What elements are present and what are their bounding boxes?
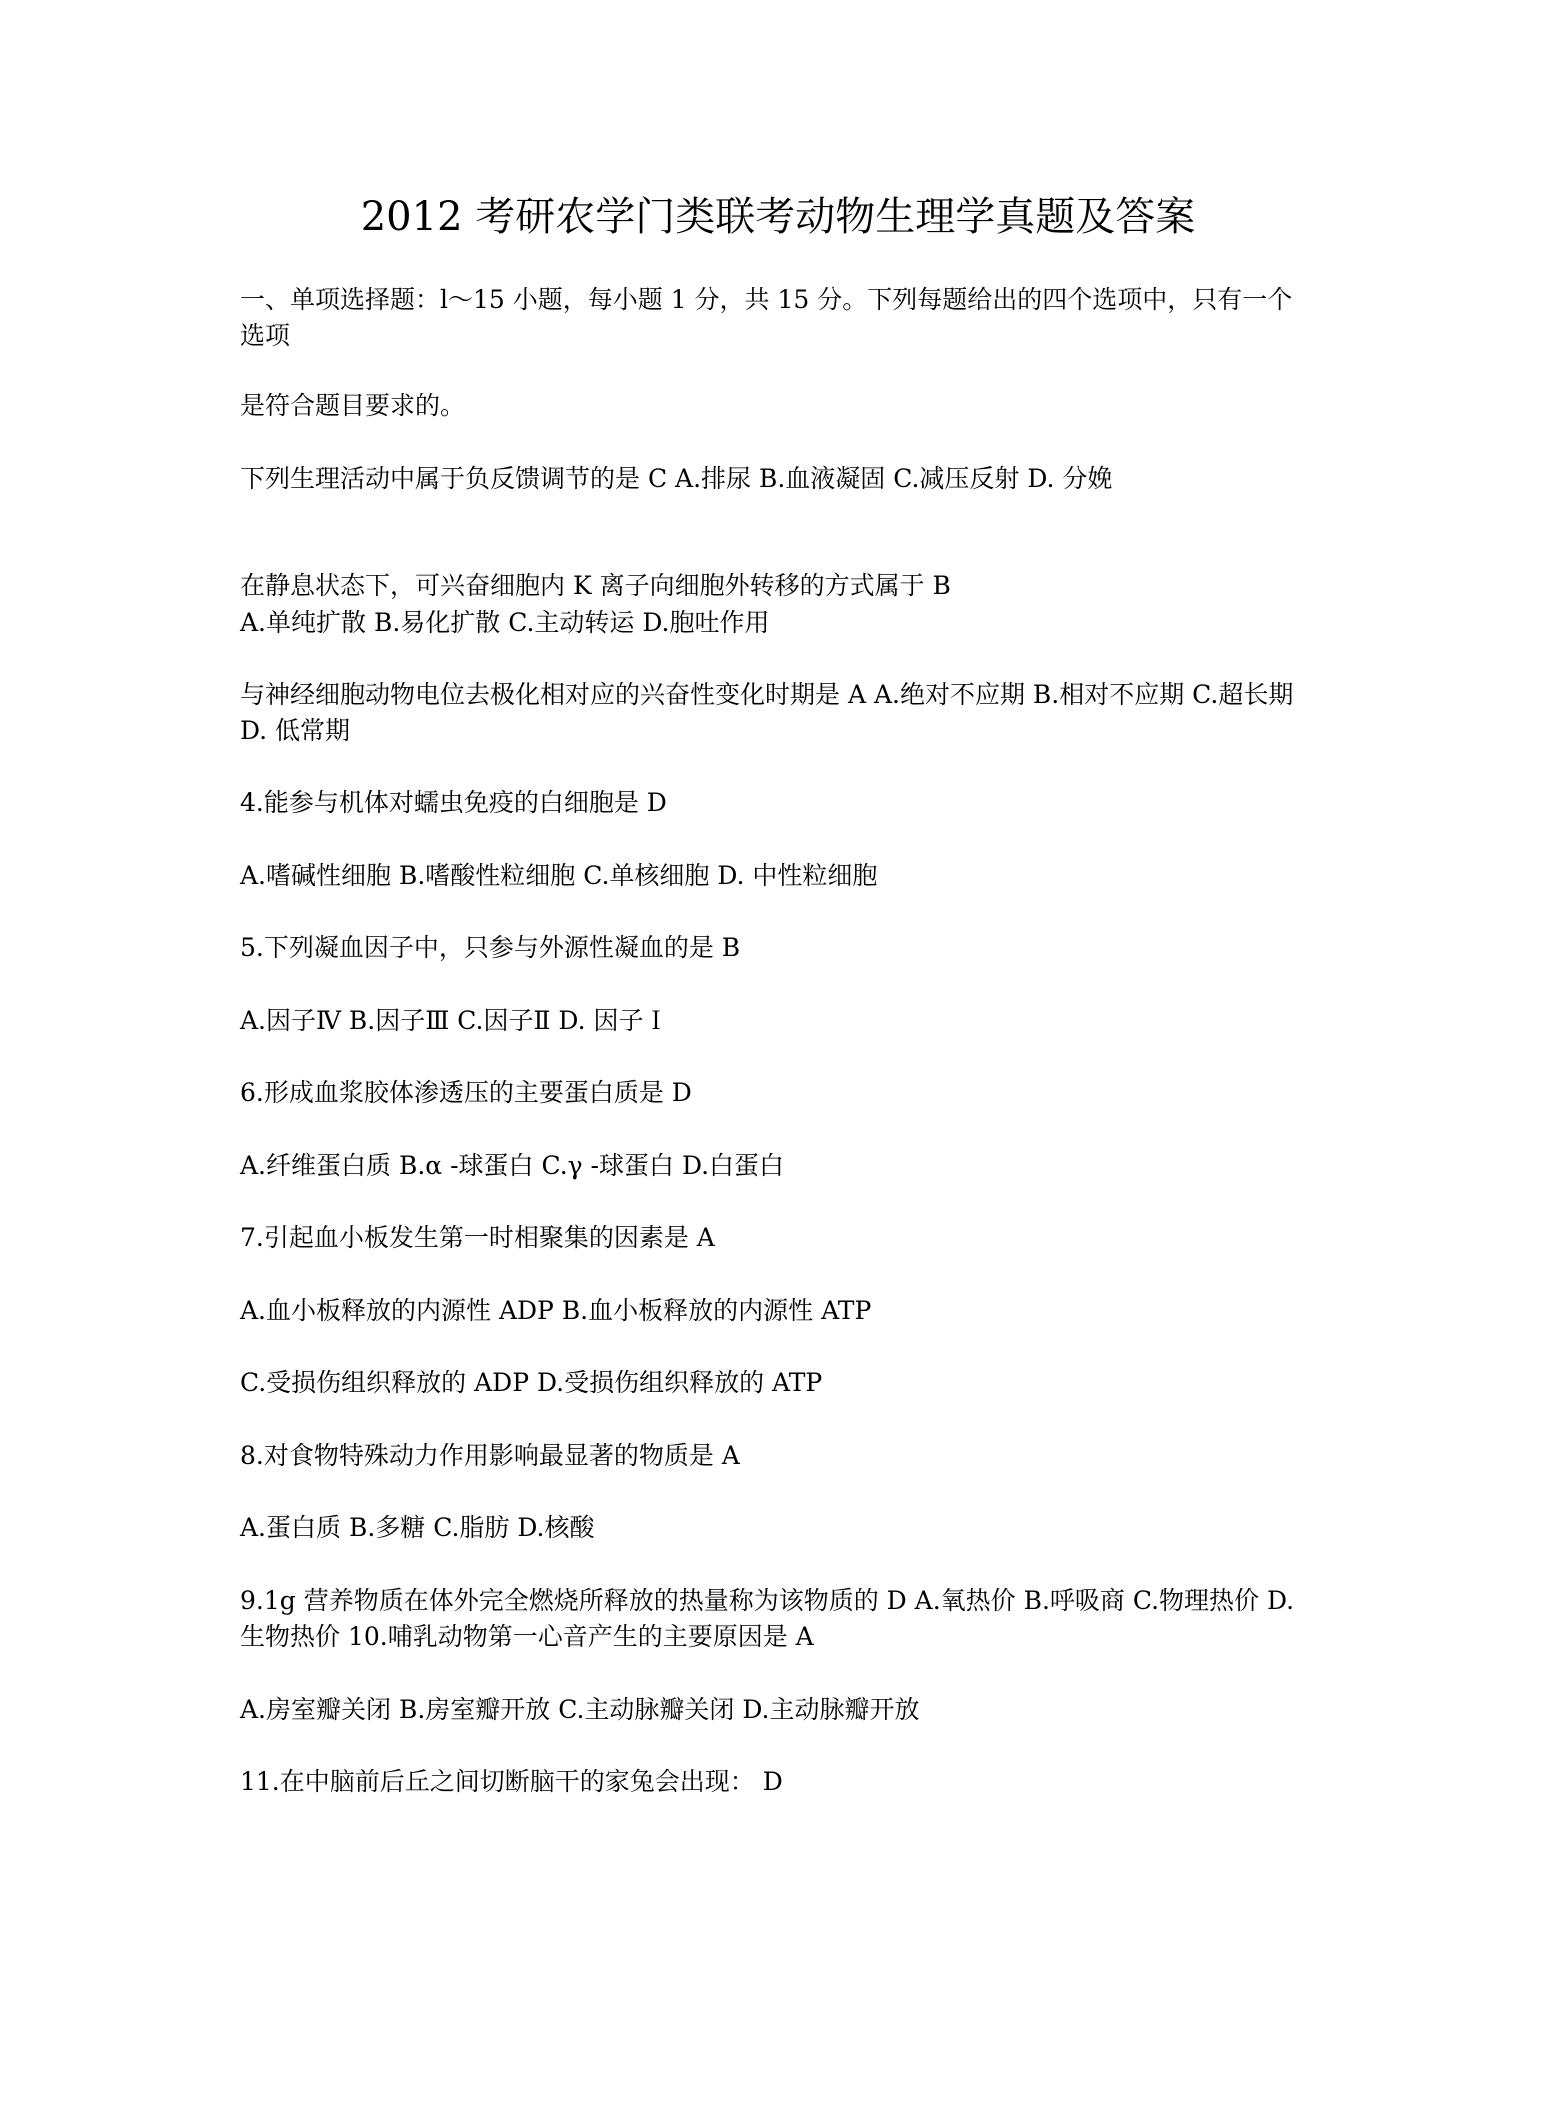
section-instructions-line-2: 是符合题目要求的。 bbox=[240, 391, 466, 420]
question-7-options-ab: A.血小板释放的内源性 ADP B.血小板释放的内源性 ATP bbox=[240, 1296, 872, 1325]
question-11-stem: 11.在中脑前后丘之间切断脑干的家兔会出现： D bbox=[240, 1767, 783, 1796]
question-6-stem: 6.形成血浆胶体渗透压的主要蛋白质是 D bbox=[240, 1078, 692, 1107]
question-6-options: A.纤维蛋白质 B.α -球蛋白 C.γ -球蛋白 D.白蛋白 bbox=[240, 1151, 785, 1180]
question-1: 下列生理活动中属于负反馈调节的是 C A.排尿 B.血液凝固 C.减压反射 D. 分娩 bbox=[240, 464, 1113, 493]
question-3: 与神经细胞动物电位去极化相对应的兴奋性变化时期是 A A.绝对不应期 B.相对不应期 C.超长期 D. 低常期 bbox=[240, 680, 1294, 745]
question-4-stem: 4.能参与机体对蠕虫免疫的白细胞是 D bbox=[240, 788, 667, 817]
question-5-options: A.因子Ⅳ B.因子Ⅲ C.因子Ⅱ D. 因子Ｉ bbox=[240, 1006, 669, 1035]
question-7-stem: 7.引起血小板发生第一时相聚集的因素是 A bbox=[240, 1223, 715, 1252]
question-9-10: 9.1g 营养物质在体外完全燃烧所释放的热量称为该物质的 D A.氧热价 B.呼吸商 C.物理热价 D.生物热价 10.哺乳动物第一心音产生的主要原因是 A bbox=[240, 1586, 1295, 1651]
question-10-options: A.房室瓣关闭 B.房室瓣开放 C.主动脉瓣关闭 D.主动脉瓣开放 bbox=[240, 1695, 920, 1724]
question-8-stem: 8.对食物特殊动力作用影响最显著的物质是 A bbox=[240, 1441, 740, 1470]
question-7-options-cd: C.受损伤组织释放的 ADP D.受损伤组织释放的 ATP bbox=[240, 1368, 823, 1397]
question-2-stem: 在静息状态下，可兴奋细胞内 K 离子向细胞外转移的方式属于 B bbox=[240, 571, 951, 600]
question-8-options: A.蛋白质 B.多糖 C.脂肪 D.核酸 bbox=[240, 1513, 595, 1542]
document-title: 2012 考研农学门类联考动物生理学真题及答案 bbox=[360, 194, 1196, 240]
question-5-stem: 5.下列凝血因子中，只参与外源性凝血的是 B bbox=[240, 933, 741, 962]
question-4-options: A.嗜碱性细胞 B.嗜酸性粒细胞 C.单核细胞 D. 中性粒细胞 bbox=[240, 861, 878, 890]
question-2-options: A.单纯扩散 B.易化扩散 C.主动转运 D.胞吐作用 bbox=[240, 608, 770, 637]
section-instructions-line-1: 一、单项选择题：l～15 小题，每小题 1 分，共 15 分。下列每题给出的四个选项中，只有一个选项 bbox=[240, 285, 1293, 350]
